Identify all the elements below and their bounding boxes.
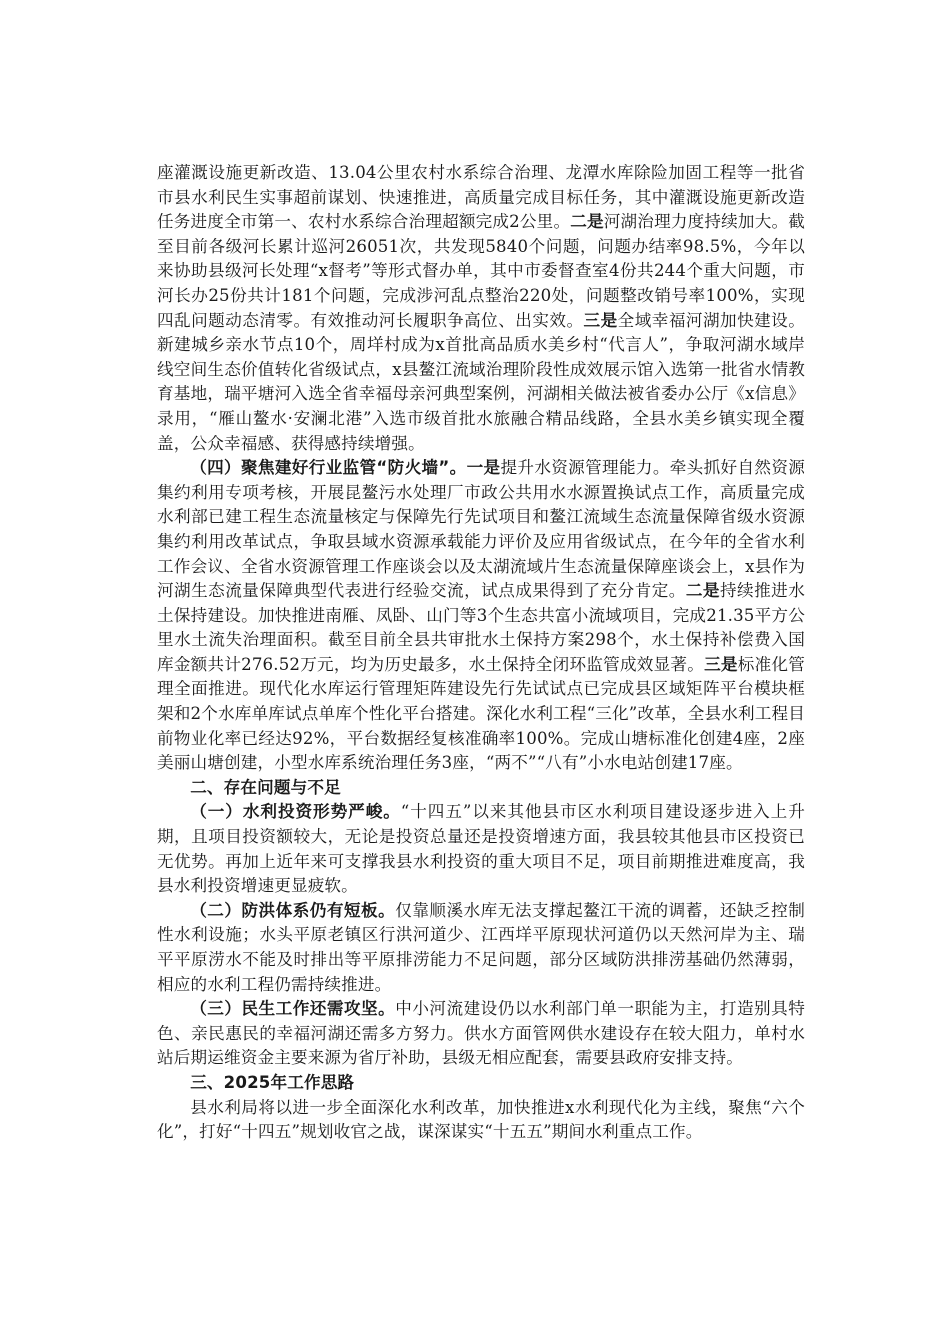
paragraph-flood-control	[157, 899, 805, 997]
section-heading-problems: 二、存在问题与不足	[190, 777, 341, 797]
paragraph-text: 河湖治理力度持续加大。截至目前各级河长累计巡河26051次，共发现5840个问题，问题办结率98.5%，今年以来协助县级河长处理“x督考”等形式督办单，其中市委督查室4份共244个重大问题，市河长办25份共计181个问题，完成涉河乱点整治220处，问题整改销号率100%，实现四乱问题动态清零。有效推动河长履职争高位、出实效。	[157, 212, 805, 330]
document-body	[157, 161, 805, 1145]
paragraph-text: 全域幸福河湖加快建设。新建城乡亲水节点10个，周垟村成为x首批高品质水美乡村“代言人”，争取河湖水域岸线空间生态价值转化省级试点，x县鳌江流域治理阶段性成效展示馆入选第一批省水情教育基地，瑞平塘河入选全省幸福母亲河典型案例，河湖相关做法被省委办公厅《x信息》录用，“雁山鳌水·安澜北港”入选市级首批水旅融合精品线路，全县水美乡镇实现全覆盖，公众幸福感、获得感持续增强。	[157, 310, 805, 453]
paragraph-supervision	[157, 456, 805, 776]
section-heading-plan-2025: 三、2025年工作思路	[190, 1072, 355, 1092]
bold-lead: 三是	[583, 310, 618, 330]
section-heading-inline: （三）民生工作还需攻坚。	[190, 999, 396, 1019]
paragraph-text: 仅靠顺溪水库无法支撑起鳌江干流的调蓄，还缺乏控制性水利设施；水头平原老镇区行洪河道少、江西垟平原现状河道仍以天然河岸为主、瑞平平原涝水不能及时排出等平原排涝能力不足问题，部分区域防洪排涝基础仍然薄弱，相应的水利工程仍需持续推进。	[157, 900, 805, 994]
paragraph-text: 座灌溉设施更新改造、13.04公里农村水系综合治理、龙潭水库除险加固工程等一批省市县水利民生实事超前谋划、快速推进，高质量完成目标任务，其中灌溉设施更新改造任务进度全市第一、农村水系综合治理超额完成2公里。	[157, 163, 805, 232]
section-heading-inline: （一）水利投资形势严峻。	[190, 802, 401, 822]
bold-lead: 三是	[704, 654, 738, 674]
paragraph-livelihood	[157, 997, 805, 1071]
paragraph-work-plan: 县水利局将以进一步全面深化水利改革，加快推进x水利现代化为主线，聚焦“六个化”，打好“十四五”规划收官之战，谋深谋实“十五五”期间水利重点工作。	[157, 1097, 805, 1142]
bold-lead: 二是	[570, 212, 604, 232]
paragraph-text: 提升水资源管理能力。牵头抓好自然资源集约利用专项考核，开展昆鳌污水处理厂市政公共用水水源置换试点工作，高质量完成水利部已建工程生态流量核定与保障先行先试项目和鳌江流域生态流量保障省级水资源集约利用改革试点，争取县域水资源承载能力评价及应用省级试点，在今年的全省水利工作会议、全省水资源管理工作座谈会以及太湖流域片生态流量保障座谈会上，x县作为河湖生态流量保障典型代表进行经验交流，试点成果得到了充分肯定。	[157, 458, 805, 601]
bold-lead: 二是	[685, 581, 720, 601]
paragraph-text: 持续推进水土保持建设。加快推进南雁、凤卧、山门等3个生态共富小流域项目，完成21.35平方公里水土流失治理面积。截至目前全县共审批水土保持方案298个，水土保持补偿费入国库金额共计276.52万元，均为历史最多，水土保持全闭环监管成效显著。	[157, 581, 805, 674]
paragraph-text: “十四五”以来其他县市区水利项目建设逐步进入上升期，且项目投资额较大，无论是投资总量还是投资增速方面，我县较其他县市区投资已无优势。再加上近年来可支撑我县水利投资的重大项目不足，项目前期推进难度高，我县水利投资增速更显疲软。	[157, 802, 805, 896]
section-heading-inline: （四）聚焦建好行业监管“防火墙”。一是	[190, 458, 501, 478]
paragraph-text: 中小河流建设仍以水利部门单一职能为主，打造别具特色、亲民惠民的幸福河湖还需多方努力。供水方面管网供水建设存在较大阻力，单村水站后期运维资金主要来源为省厅补助，县级无相应配套，需要县政府安排支持。	[157, 999, 805, 1068]
section-heading-inline: （二）防洪体系仍有短板。	[190, 900, 396, 920]
paragraph-water-projects	[157, 161, 805, 456]
paragraph-investment	[157, 800, 805, 898]
paragraph-text: 标准化管理全面推进。现代化水库运行管理矩阵建设先行先试试点已完成县区域矩阵平台模块框架和2个水库单库试点单库个性化平台搭建。深化水利工程“三化”改革，全县水利工程目前物业化率已经达92%，平台数据经复核准确率100%。完成山塘标准化创建4座，2座美丽山塘创建，小型水库系统治理任务3座，“两不”“八有”小水电站创建17座。	[157, 654, 805, 773]
